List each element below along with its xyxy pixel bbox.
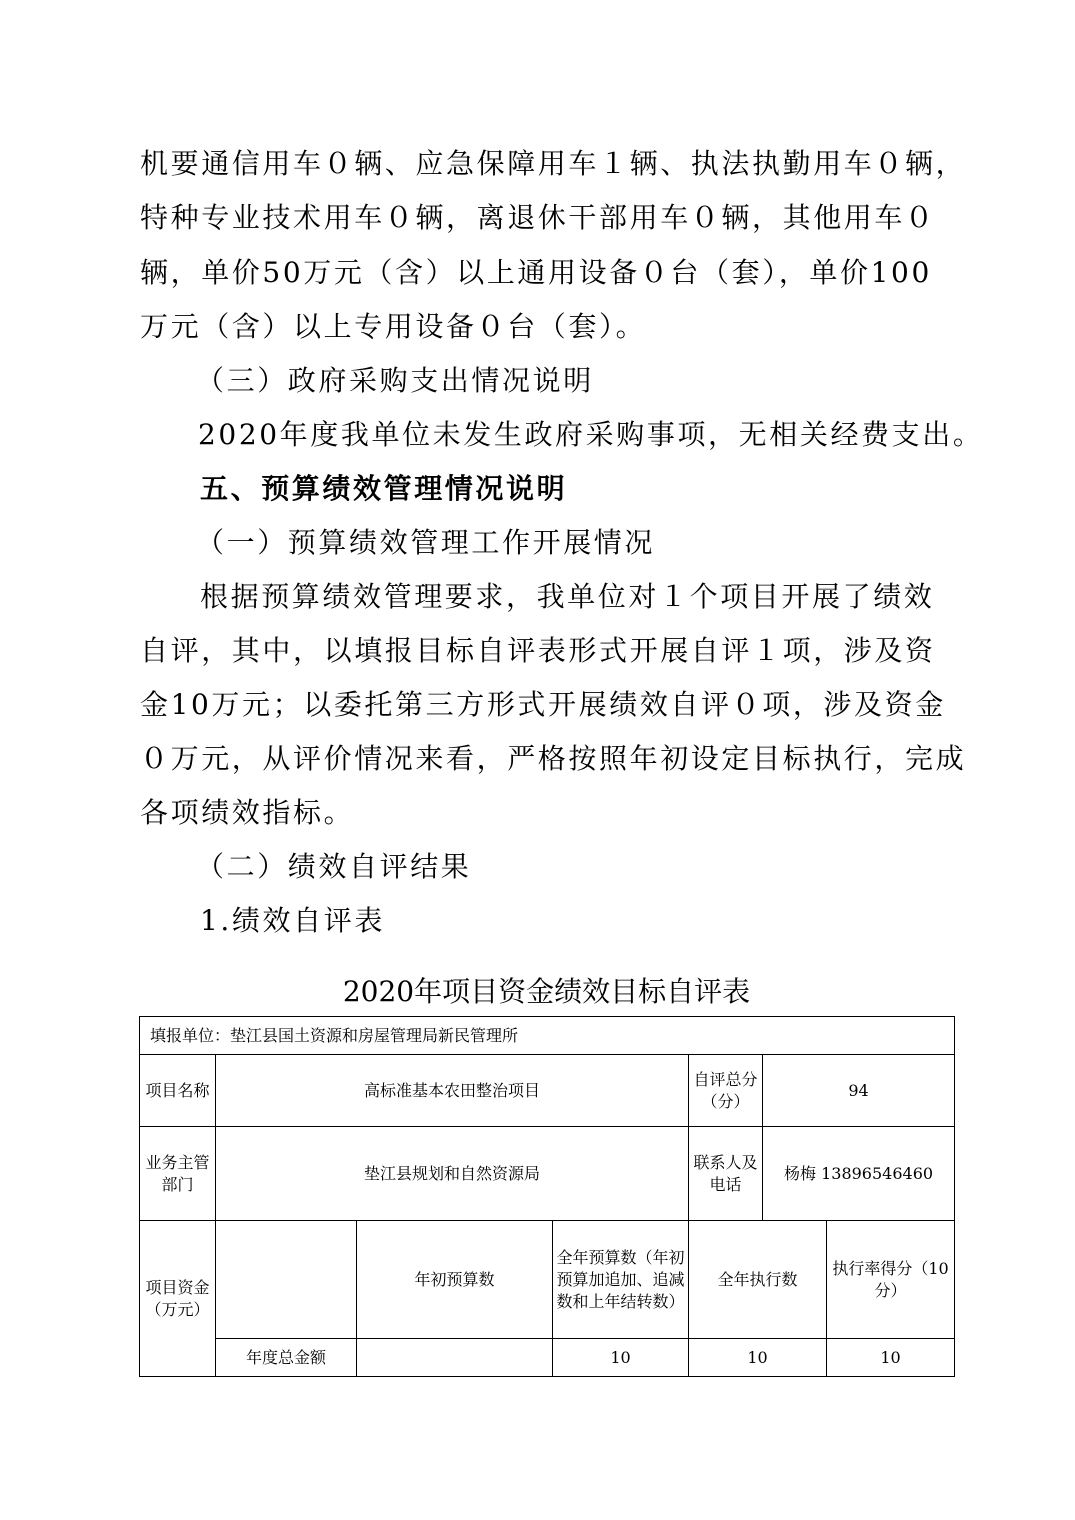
body-line-4: 万元（含）以上专用设备０台（套）。 [140, 310, 647, 343]
subheading-performance-work: （一）预算绩效管理工作开展情况 [196, 526, 656, 559]
body-line-2: 特种专业技术用车０辆，离退休干部用车０辆，其他用车０ [140, 201, 936, 234]
contact-value: 杨梅 13896546460 [763, 1127, 955, 1221]
body-line-performance-1: 根据预算绩效管理要求，我单位对１个项目开展了绩效 [200, 580, 935, 613]
section-heading-procurement: （三）政府采购支出情况说明 [196, 364, 594, 397]
subheading-self-eval-table: 1.绩效自评表 [200, 904, 385, 937]
self-eval-table [139, 1016, 955, 1377]
body-line-1: 机要通信用车０辆、应急保障用车１辆、执法执勤用车０辆， [140, 147, 967, 180]
subheading-self-eval-result: （二）绩效自评结果 [196, 850, 472, 883]
col-executed: 全年执行数 [689, 1221, 827, 1339]
col-full-budget: 全年预算数（年初预算加追加、追减数和上年结转数） [553, 1221, 689, 1339]
row-total-initial [357, 1339, 553, 1377]
body-line-procurement: 2020年度我单位未发生政府采购事项，无相关经费支出。 [198, 418, 984, 451]
table-row [140, 1127, 955, 1221]
dept-value: 垫江县规划和自然资源局 [216, 1127, 689, 1221]
project-name-value: 高标准基本农田整治项目 [216, 1055, 689, 1127]
contact-label: 联系人及电话 [689, 1127, 763, 1221]
dept-label: 业务主管部门 [140, 1127, 216, 1221]
body-line-performance-3: 金10万元；以委托第三方形式开展绩效自评０项，涉及资金 [140, 688, 946, 721]
fill-unit-cell: 填报单位：垫江县国土资源和房屋管理局新民管理所 [140, 1017, 955, 1055]
project-name-label: 项目名称 [140, 1055, 216, 1127]
col-rate-score: 执行率得分（10分） [827, 1221, 955, 1339]
row-total-score: 10 [827, 1339, 955, 1377]
body-line-3: 辆，单价50万元（含）以上通用设备０台（套），单价100 [140, 256, 932, 289]
section-heading-performance: 五、预算绩效管理情况说明 [200, 472, 568, 505]
row-total-full: 10 [553, 1339, 689, 1377]
table-title: 2020年项目资金绩效目标自评表 [342, 975, 751, 1008]
row-total-executed: 10 [689, 1339, 827, 1377]
body-line-performance-2: 自评，其中，以填报目标自评表形式开展自评１项，涉及资 [140, 634, 936, 667]
self-score-label: 自评总分（分） [689, 1055, 763, 1127]
fund-label: 项目资金（万元） [140, 1221, 216, 1377]
self-score-value: 94 [763, 1055, 955, 1127]
table-row [140, 1221, 955, 1339]
table-row [140, 1017, 955, 1055]
row-total-label: 年度总金额 [216, 1339, 357, 1377]
table-row [140, 1055, 955, 1127]
col-initial-budget: 年初预算数 [357, 1221, 553, 1339]
fund-header-blank [216, 1221, 357, 1339]
body-line-performance-5: 各项绩效指标。 [140, 796, 355, 829]
table-row [140, 1339, 955, 1377]
body-line-performance-4: ０万元，从评价情况来看，严格按照年初设定目标执行，完成 [140, 742, 967, 775]
